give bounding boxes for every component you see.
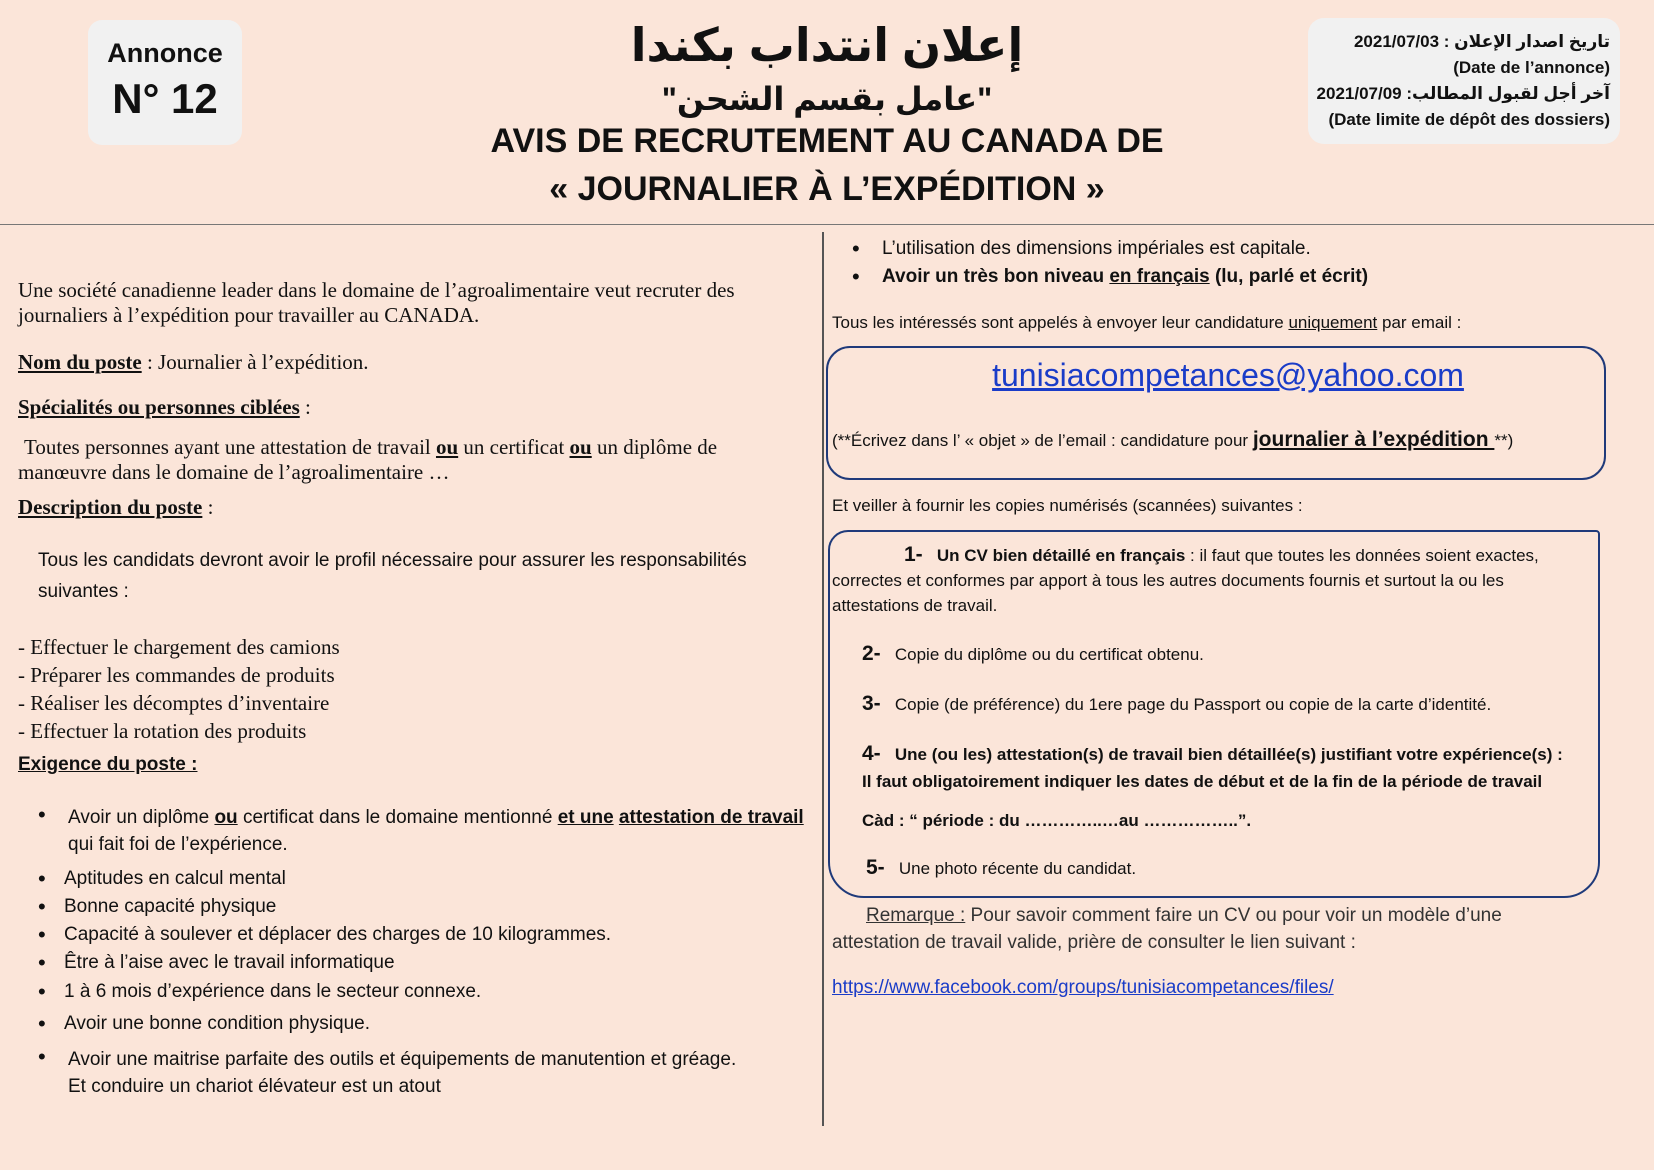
interesses-line [832, 313, 1461, 333]
doc1-number: 1- [904, 543, 923, 566]
bullet-icon: • [38, 866, 46, 891]
bullet-icon: • [38, 1011, 46, 1036]
doc-item-3 [862, 692, 1491, 716]
objet-a: (**Écrivez dans l’ « objet » de l’email : candidature pour [832, 431, 1253, 450]
interesses-a: Tous les intéressés sont appelés à envoyer leur candidature [832, 313, 1289, 332]
spec-ou1: ou [435, 435, 459, 459]
doc3-text: Copie (de préférence) du 1ere page du Passport ou copie de la carte d’identité. [894, 695, 1492, 714]
objet-c: **) [1494, 431, 1514, 450]
objet-b: journalier à l’expédition [1252, 428, 1495, 451]
spec-part3: un diplôme de manœuvre dans le domaine de l’agroalimentaire … [18, 435, 718, 484]
remarque-line1: Pour savoir comment faire un CV ou pour voir un modèle d’une [965, 905, 1502, 926]
req-fr-c: (lu, parlé et écrit) [1209, 266, 1369, 287]
description-heading [18, 495, 213, 520]
bullet-icon: • [38, 894, 46, 919]
doc-item-4 [862, 740, 1563, 834]
req1-etune: et une [557, 807, 614, 828]
req-fr-a: Avoir un très bon niveau [882, 266, 1110, 287]
issue-date-fr: (Date de l’annonce) [1453, 58, 1610, 77]
list-item: - Préparer les commandes de produits [18, 663, 335, 687]
req-last-line1: Avoir une maitrise parfaite des outils et équipements de manutention et gréage. [68, 1049, 737, 1070]
subtitle-arabic: "عامل بقسم الشحن" [661, 81, 993, 117]
description-colon: : [202, 495, 214, 519]
requirement-1 [68, 804, 808, 858]
facebook-link[interactable]: https://www.facebook.com/groups/tunisiacompetances/files/ [832, 977, 1334, 998]
doc4-line1: Une (ou les) attestation(s) de travail bien détaillée(s) justifiant votre expérience(s) : [894, 745, 1563, 764]
description-label: Description du poste [18, 495, 203, 519]
requirement-last [68, 1046, 736, 1100]
spec-part1: Toutes personnes ayant une attestation de travail [24, 435, 436, 459]
remarque-label: Remarque : [866, 905, 966, 926]
bullet-icon: • [38, 1044, 46, 1069]
poste-label: Nom du poste [18, 350, 142, 374]
requirement-item: Bonne capacité physique [64, 896, 277, 917]
bullet-icon: • [38, 979, 46, 1004]
interesses-b: uniquement [1288, 313, 1378, 332]
title-french-line2: « JOURNALIER À L’EXPÉDITION » [549, 170, 1105, 208]
specialites-label: Spécialités ou personnes ciblées [18, 395, 300, 419]
doc1-rest2: correctes et conformes par apport à tous les autres documents fournis et surtout la ou les [832, 571, 1504, 590]
bullet-icon: • [38, 950, 46, 975]
doc1-rest3: attestations de travail. [832, 596, 998, 615]
bullet-icon: • [38, 802, 46, 827]
list-item: - Réaliser les décomptes d’inventaire [18, 691, 330, 715]
requirement-item: Aptitudes en calcul mental [64, 868, 286, 889]
doc4-line2: Il faut obligatoirement indiquer les dates de début et de la fin de la période de travail [862, 772, 1543, 791]
annonce-number: N° 12 [112, 75, 218, 122]
column-divider [822, 232, 824, 1126]
requirement-item: Être à l’aise avec le travail informatique [64, 952, 395, 973]
doc3-number: 3- [862, 692, 881, 715]
doc2-text: Copie du diplôme ou du certificat obtenu. [894, 645, 1204, 664]
poste-line [18, 350, 369, 375]
req1-part-b: certificat dans le domaine mentionné [237, 807, 558, 828]
dates-box [1308, 18, 1620, 144]
doc-item-5 [866, 856, 1136, 880]
req-french [882, 266, 1368, 288]
req-last-line2: Et conduire un chariot élévateur est un atout [68, 1076, 441, 1097]
req1-part-c: qui fait foi de l’expérience. [68, 834, 288, 855]
doc1-rest1: : il faut que toutes les données soient exactes, [1185, 546, 1539, 565]
issue-date-ar: تاريخ اصدار الإعلان : 2021/07/03 [1353, 32, 1610, 51]
deadline-fr: (Date limite de dépôt des dossiers) [1328, 110, 1610, 129]
copies-intro: Et veiller à fournir les copies numérisés (scannées) suivantes : [832, 496, 1303, 515]
requirement-item: Capacité à soulever et déplacer des charges de 10 kilogrammes. [64, 924, 612, 945]
bullet-icon: • [38, 922, 46, 947]
description-text: Tous les candidats devront avoir le profil nécessaire pour assurer les responsabilités suivantes : [38, 550, 747, 602]
requirement-item: 1 à 6 mois d’expérience dans le secteur connexe. [64, 981, 482, 1002]
doc4-number: 4- [862, 742, 881, 765]
specialites-text [18, 435, 798, 485]
annonce-label: Annonce [107, 38, 223, 68]
remarque-paragraph [832, 902, 1612, 956]
req1-part-a: Avoir un diplôme [68, 807, 215, 828]
title-arabic: إعلان انتداب بكندا [630, 19, 1024, 71]
bullet-icon: • [852, 264, 860, 289]
header-divider [0, 224, 1654, 225]
email-link[interactable]: tunisiacompetances@yahoo.com [992, 357, 1464, 393]
deadline-ar: آخر أجل لقبول المطالب: 2021/07/09 [1316, 84, 1610, 103]
list-item: - Effectuer le chargement des camions [18, 635, 340, 659]
remarque-line2: attestation de travail valide, prière de consulter le lien suivant : [832, 932, 1356, 953]
doc-item-1 [832, 542, 1592, 618]
spec-ou2: ou [569, 435, 592, 459]
doc2-number: 2- [862, 642, 881, 665]
doc-item-2 [862, 642, 1204, 666]
spec-part2: un certificat [458, 435, 570, 459]
specialites-colon: : [299, 395, 311, 419]
responsibilities-list [18, 635, 340, 747]
poste-value: : Journalier à l’expédition. [141, 350, 369, 374]
doc1-bold: Un CV bien détaillé en français [936, 546, 1186, 565]
doc5-number: 5- [866, 856, 885, 879]
objet-instruction [832, 428, 1513, 452]
req-imperial: L’utilisation des dimensions impériales est capitale. [882, 238, 1311, 259]
interesses-c: par email : [1377, 313, 1462, 332]
doc5-text: Une photo récente du candidat. [898, 859, 1137, 878]
doc4-line3: Càd : “ période : du …………..…au ……………..”. [862, 811, 1252, 830]
req1-ou: ou [214, 807, 238, 828]
requirement-item: Avoir une bonne condition physique. [64, 1013, 370, 1034]
title-french-line1: AVIS DE RECRUTEMENT AU CANADA DE [490, 122, 1164, 160]
specialites-heading [18, 395, 311, 420]
req1-attestation: attestation de travail [618, 807, 804, 828]
list-item: - Effectuer la rotation des produits [18, 719, 307, 743]
intro-paragraph: Une société canadienne leader dans le domaine de l’agroalimentaire veut recruter des journaliers à l’expédition pour travailler au CANADA. [18, 278, 735, 327]
req-fr-b: en français [1109, 266, 1210, 287]
annonce-badge [88, 20, 242, 145]
bullet-icon: • [852, 236, 860, 261]
exigence-heading: Exigence du poste : [18, 754, 198, 775]
